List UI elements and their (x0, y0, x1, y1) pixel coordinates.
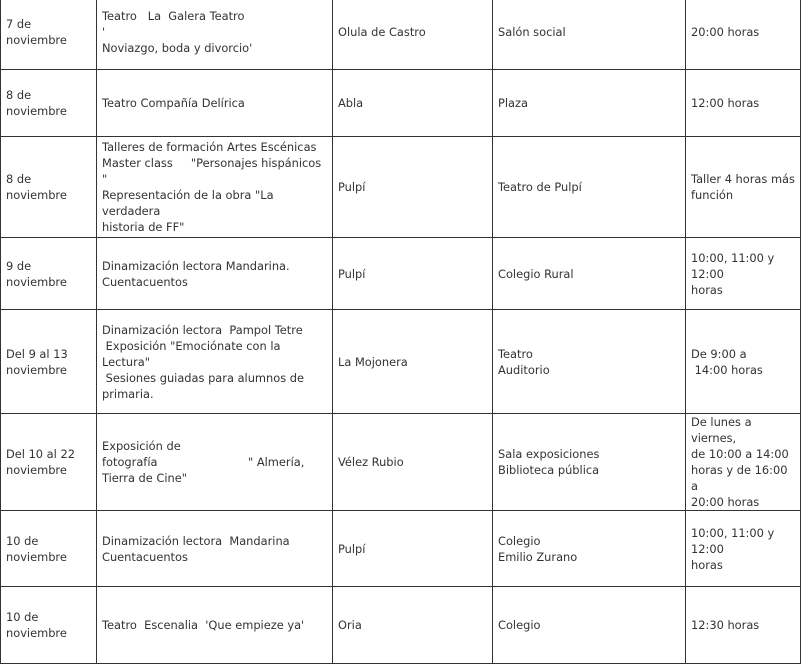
activity-cell: Dinamización lectora Mandarina Cuentacuentos (97, 511, 333, 587)
time-cell: 10:00, 11:00 y 12:00 horas (686, 238, 801, 310)
activity-cell: Teatro Escenalia 'Que empieze ya' (97, 587, 333, 664)
date-cell: 9 de noviembre (1, 238, 97, 310)
table-row (1, 414, 801, 511)
venue-cell: Colegio (493, 587, 686, 664)
town-cell: Vélez Rubio (333, 414, 493, 511)
time-cell: 10:00, 11:00 y 12:00 horas (686, 511, 801, 587)
town-cell: Abla (333, 70, 493, 137)
table-row (1, 587, 801, 664)
activity-cell: Exposición de fotografía " Almería, Tierra de Cine" (97, 414, 333, 511)
date-cell: 10 de noviembre (1, 587, 97, 664)
activity-cell: Dinamización lectora Pampol Tetre Exposición "Emociónate con la Lectura" Sesiones guiadas para alumnos de primaria. (97, 310, 333, 414)
venue-cell: Colegio Emilio Zurano (493, 511, 686, 587)
activity-cell: Talleres de formación Artes Escénicas Master class "Personajes hispánicos " Representación de la obra "La verdadera historia de FF" (97, 137, 333, 238)
time-cell: De lunes a viernes, de 10:00 a 14:00 horas y de 16:00 a 20:00 horas (686, 414, 801, 511)
activity-cell: Teatro Compañía Delírica (97, 70, 333, 137)
date-cell: Del 9 al 13 noviembre (1, 310, 97, 414)
town-cell: Pulpí (333, 511, 493, 587)
venue-cell: Plaza (493, 70, 686, 137)
time-cell: 12:30 horas (686, 587, 801, 664)
time-cell: Taller 4 horas más función (686, 137, 801, 238)
venue-cell: Teatro Auditorio (493, 310, 686, 414)
date-cell: Del 10 al 22 noviembre (1, 414, 97, 511)
table-row (1, 137, 801, 238)
time-cell: 12:00 horas (686, 70, 801, 137)
date-cell: 10 de noviembre (1, 511, 97, 587)
town-cell: La Mojonera (333, 310, 493, 414)
activity-cell: Teatro La Galera Teatro ' Noviazgo, boda y divorcio' (97, 0, 333, 70)
date-cell: 8 de noviembre (1, 137, 97, 238)
table-row (1, 238, 801, 310)
date-cell: 7 de noviembre (1, 0, 97, 70)
date-cell: 8 de noviembre (1, 70, 97, 137)
table-row (1, 70, 801, 137)
table-row (1, 310, 801, 414)
time-cell: De 9:00 a 14:00 horas (686, 310, 801, 414)
table-row (1, 511, 801, 587)
venue-cell: Colegio Rural (493, 238, 686, 310)
town-cell: Oria (333, 587, 493, 664)
town-cell: Pulpí (333, 137, 493, 238)
activity-cell: Dinamización lectora Mandarina. Cuentacuentos (97, 238, 333, 310)
venue-cell: Salón social (493, 0, 686, 70)
venue-cell: Teatro de Pulpí (493, 137, 686, 238)
town-cell: Pulpí (333, 238, 493, 310)
table-row (1, 0, 801, 70)
town-cell: Olula de Castro (333, 0, 493, 70)
time-cell: 20:00 horas (686, 0, 801, 70)
venue-cell: Sala exposiciones Biblioteca pública (493, 414, 686, 511)
